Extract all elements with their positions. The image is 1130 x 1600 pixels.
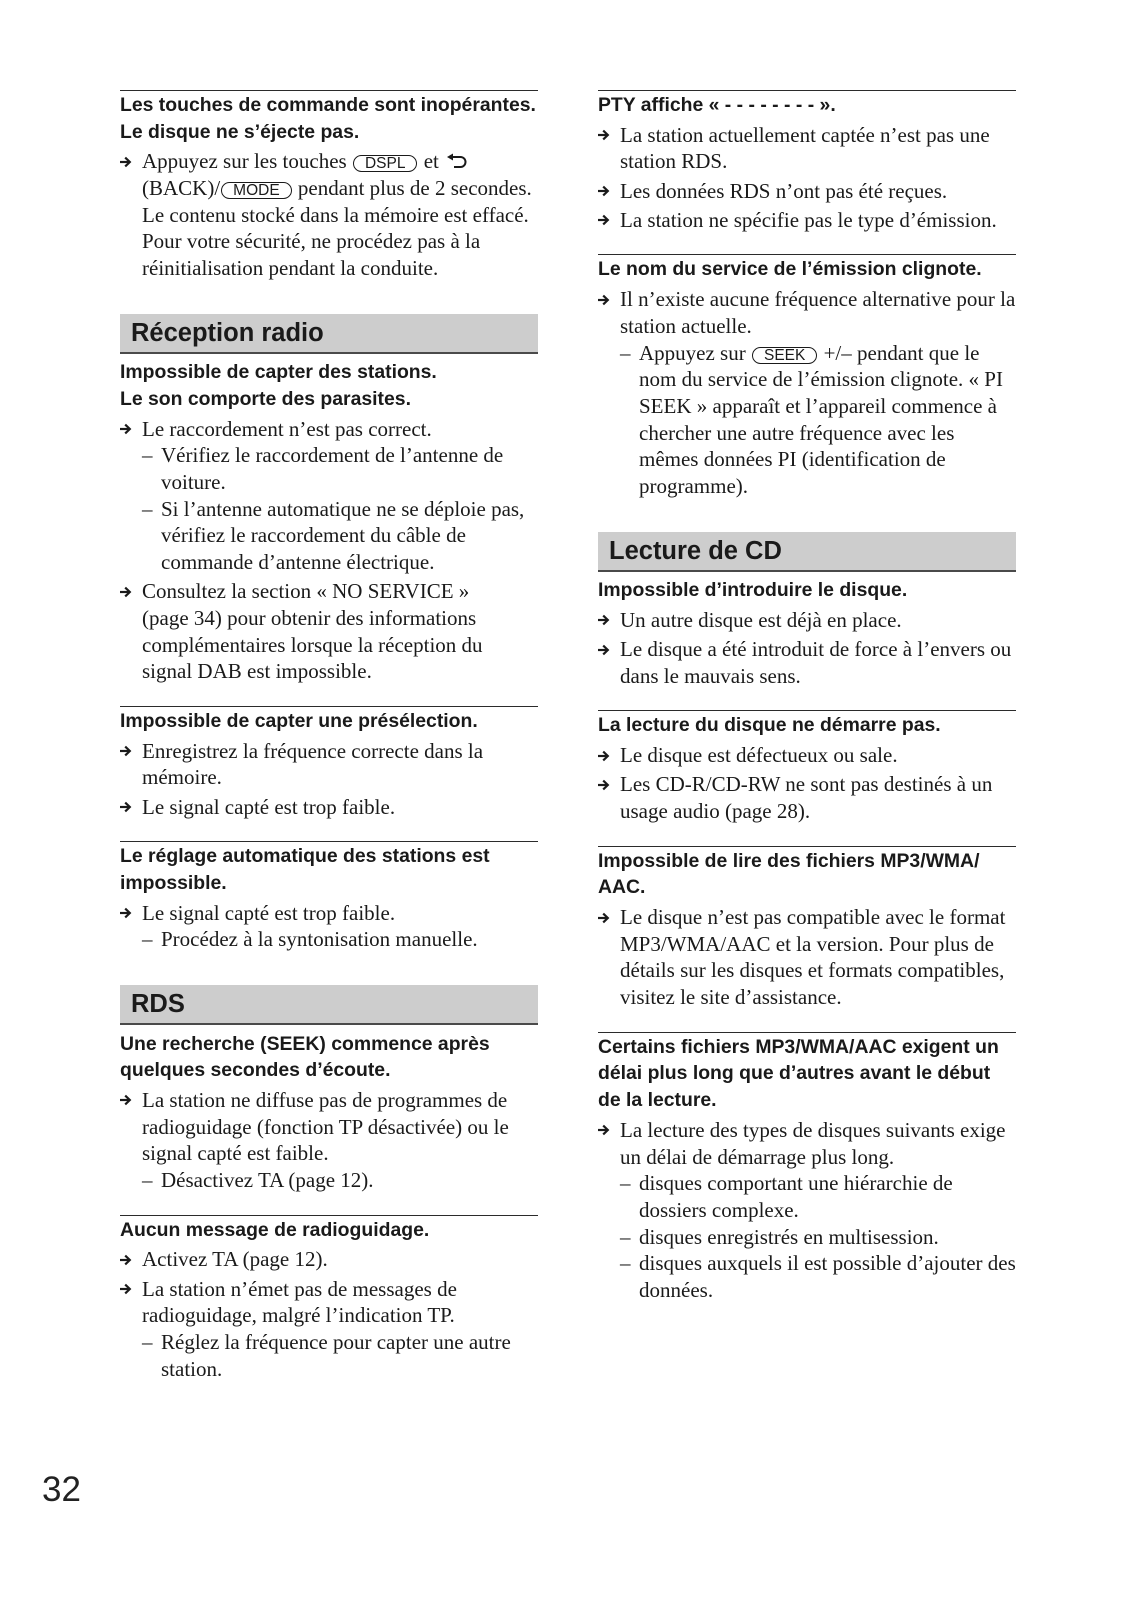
sub-step-item: [120, 1167, 538, 1194]
dash-bullet: –: [620, 1224, 631, 1249]
text-line: données.: [639, 1277, 714, 1302]
heading-line: Le réglage automatique des stations est: [120, 845, 490, 868]
sub-step-item: [598, 340, 1016, 500]
sub-step-item: [598, 1250, 1016, 1303]
arrow-right-icon: [120, 423, 132, 435]
text-line: un délai de démarrage plus long.: [620, 1144, 895, 1169]
text-line: usage audio (page 28).: [620, 798, 811, 823]
solution-item: [598, 178, 1016, 205]
text-line: Le signal capté est trop faible.: [142, 794, 396, 819]
text-line: [142, 148, 538, 175]
text-line: Les CD-R/CD-RW ne sont pas destinés à un: [620, 772, 993, 797]
text-line: Le raccordement n’est pas correct.: [142, 416, 432, 441]
text-line: Les données RDS n’ont pas été reçues.: [620, 178, 948, 203]
heading-line: Impossible de capter des stations.: [120, 361, 437, 384]
section-title: Réception radio: [131, 318, 324, 347]
text-line: La station ne diffuse pas de programmes de: [142, 1087, 508, 1112]
text-line: signal capté est faible.: [142, 1141, 329, 1166]
text-line: commande d’antenne électrique.: [161, 550, 435, 575]
troubleshooting-entry: [598, 577, 1016, 689]
problem-heading: [598, 92, 1016, 119]
sub-step-item: [120, 442, 538, 495]
dash-bullet: –: [142, 1329, 153, 1354]
text-line: Le signal capté est trop faible.: [142, 900, 396, 925]
sub-step-item: [120, 926, 538, 953]
troubleshooting-entry: [120, 359, 538, 685]
text-line: chercher une autre fréquence avec les: [639, 420, 955, 445]
solution-item: [598, 122, 1016, 175]
troubleshooting-entry: [598, 90, 1016, 233]
text-line: station.: [161, 1356, 223, 1381]
arrow-right-icon: [598, 750, 610, 762]
section-header: [120, 314, 538, 354]
heading-line: Impossible d’introduire le disque.: [598, 579, 908, 602]
solution-item: [120, 900, 538, 927]
solution-item: [598, 636, 1016, 689]
dash-bullet: –: [620, 1251, 631, 1276]
solution-item: [120, 578, 538, 685]
arrow-right-icon: [598, 214, 610, 226]
arrow-right-icon: [598, 614, 610, 626]
arrow-right-icon: [120, 801, 132, 813]
solution-item: [120, 1087, 538, 1167]
problem-heading: [598, 577, 1016, 604]
text-line: La station n’émet pas de messages de: [142, 1276, 457, 1301]
heading-line: Impossible de capter une présélection.: [120, 710, 478, 733]
arrow-right-icon: [120, 586, 132, 598]
arrow-right-icon: [598, 294, 610, 306]
problem-heading: [598, 1034, 1016, 1114]
text-line: Activez TA (page 12).: [142, 1247, 328, 1272]
solution-item: [598, 207, 1016, 234]
text-line: disques comportant une hiérarchie de: [639, 1171, 953, 1196]
heading-line: Le nom du service de l’émission clignote.: [598, 258, 982, 281]
solution-item: [120, 1246, 538, 1273]
solution-item: [598, 742, 1016, 769]
text-line: Un autre disque est déjà en place.: [620, 607, 902, 632]
heading-line: Impossible de lire des fichiers MP3/WMA/: [598, 849, 980, 872]
text-line: Le disque est défectueux ou sale.: [620, 743, 898, 768]
heading-line: Les touches de commande sont inopérantes.: [120, 94, 536, 116]
text-line: détails sur les disques et formats compatibles,: [620, 958, 1005, 983]
problem-heading: [598, 256, 1016, 283]
solution-item: [598, 904, 1016, 1011]
troubleshooting-entry: [120, 841, 538, 953]
dash-bullet: –: [142, 496, 153, 521]
text-line: Le contenu stocké dans la mémoire est effacé.: [142, 202, 529, 227]
section-title: Lecture de CD: [609, 536, 782, 565]
arrow-right-icon: [598, 779, 610, 791]
text-line: Pour votre sécurité, ne procédez pas à la: [142, 229, 481, 254]
text-line: MP3/WMA/AAC et la version. Pour plus de: [620, 931, 994, 956]
problem-heading: [598, 712, 1016, 739]
text-line: nom du service de l’émission clignote. « PI: [639, 367, 1003, 392]
solution-item: [120, 148, 538, 281]
arrow-right-icon: [120, 1283, 132, 1295]
problem-heading: [120, 1217, 538, 1244]
text-line: dans le mauvais sens.: [620, 663, 801, 688]
dash-bullet: –: [142, 443, 153, 468]
problem-heading: [598, 848, 1016, 901]
troubleshooting-entry: [120, 90, 538, 282]
text-segment: pendant plus de 2 secondes.: [292, 176, 532, 201]
text-line: [142, 175, 538, 202]
problem-heading: [120, 843, 538, 896]
text-line: La lecture des types de disques suivants exige: [620, 1117, 1006, 1142]
dspl-key-label: DSPL: [353, 155, 418, 172]
seek-key-label: SEEK: [752, 347, 817, 364]
troubleshooting-entry: [598, 846, 1016, 1011]
heading-line: AAC.: [598, 876, 646, 899]
text-line: disques auxquels il est possible d’ajouter des: [639, 1251, 1016, 1276]
troubleshooting-entry: [598, 710, 1016, 824]
arrow-right-icon: [120, 1094, 132, 1106]
text-line: SEEK » apparaît et l’appareil commence à: [639, 393, 998, 418]
text-line: visitez le site d’assistance.: [620, 985, 842, 1010]
text-line: dossiers complexe.: [639, 1197, 799, 1222]
text-line: radioguidage, malgré l’indication TP.: [142, 1303, 455, 1328]
text-line: Enregistrez la fréquence correcte dans la: [142, 738, 484, 763]
text-line: radioguidage (fonction TP désactivée) ou le: [142, 1114, 509, 1139]
text-segment: Appuyez sur les touches: [142, 149, 352, 174]
heading-line: impossible.: [120, 872, 227, 894]
text-line: Il n’existe aucune fréquence alternative pour la: [620, 287, 1016, 312]
heading-line: quelques secondes d’écoute.: [120, 1059, 391, 1082]
text-line: programme).: [639, 473, 749, 498]
heading-line: Le disque ne s’éjecte pas.: [120, 120, 360, 143]
text-segment: et: [418, 149, 445, 174]
dash-bullet: –: [142, 927, 153, 952]
heading-line: La lecture du disque ne démarre pas.: [598, 714, 941, 737]
text-line: La station ne spécifie pas le type d’émission.: [620, 207, 997, 232]
text-line: Le disque n’est pas compatible avec le format: [620, 905, 1006, 929]
dash-bullet: –: [620, 340, 631, 365]
arrow-right-icon: [598, 185, 610, 197]
text-line: La station actuellement captée n’est pas une: [620, 122, 990, 147]
text-segment: (BACK)/: [142, 176, 221, 201]
text-line: Procédez à la syntonisation manuelle.: [161, 927, 478, 952]
troubleshooting-entry: [120, 1031, 538, 1194]
page-number: 32: [42, 1470, 81, 1509]
dash-bullet: –: [142, 1168, 153, 1192]
left-column: [120, 90, 538, 1382]
arrow-right-icon: [120, 745, 132, 757]
text-line: mêmes données PI (identification de: [639, 447, 946, 472]
troubleshooting-entry: [598, 254, 1016, 499]
heading-line: délai plus long que d’autres avant le début: [598, 1062, 991, 1085]
arrow-right-icon: [598, 129, 610, 141]
solution-item: [120, 1276, 538, 1329]
solution-item: [120, 738, 538, 791]
problem-heading: [120, 359, 538, 412]
solution-item: [120, 794, 538, 821]
arrow-right-icon: [120, 907, 132, 919]
sub-step-item: [598, 1170, 1016, 1223]
dash-bullet: –: [620, 1171, 631, 1196]
heading-line: Certains fichiers MP3/WMA/AAC exigent un: [598, 1035, 999, 1058]
text-line: station actuelle.: [620, 313, 752, 338]
heading-line: PTY affiche « - - - - - - - - ».: [598, 94, 836, 116]
heading-line: Aucun message de radioguidage.: [120, 1218, 430, 1241]
text-line: Désactivez TA (page 12).: [161, 1168, 374, 1192]
back-arrow-icon: [446, 153, 468, 169]
text-line: Réglez la fréquence pour capter une autre: [161, 1329, 511, 1354]
text-segment: +/– pendant que le: [818, 340, 980, 365]
text-line: vérifiez le raccordement du câble de: [161, 523, 466, 548]
arrow-right-icon: [120, 1254, 132, 1266]
troubleshooting-entry: [598, 1032, 1016, 1304]
problem-heading: [120, 92, 538, 145]
arrow-right-icon: [598, 644, 610, 656]
solution-item: [598, 1117, 1016, 1170]
troubleshooting-entry: [120, 706, 538, 820]
mode-key-label: MODE: [221, 182, 292, 199]
text-line: [639, 340, 1016, 367]
sub-step-item: [120, 1329, 538, 1382]
problem-heading: [120, 1031, 538, 1084]
text-line: (page 34) pour obtenir des informations: [142, 606, 477, 630]
heading-line: de la lecture.: [598, 1089, 717, 1112]
heading-line: Une recherche (SEEK) commence après: [120, 1032, 490, 1055]
text-line: Le disque a été introduit de force à l’envers ou: [620, 637, 1012, 661]
arrow-right-icon: [598, 912, 610, 924]
sub-step-item: [598, 1224, 1016, 1251]
arrow-right-icon: [120, 156, 132, 168]
right-column: [598, 90, 1016, 1304]
heading-line: Le son comporte des parasites.: [120, 388, 411, 410]
text-line: complémentaires lorsque la réception du: [142, 632, 483, 657]
text-line: disques enregistrés en multisession.: [639, 1224, 939, 1249]
text-line: signal DAB est impossible.: [142, 659, 372, 684]
text-line: voiture.: [161, 470, 226, 495]
problem-heading: [120, 708, 538, 735]
solution-item: [598, 771, 1016, 824]
troubleshooting-entry: [120, 1215, 538, 1383]
solution-item: [598, 607, 1016, 634]
text-line: station RDS.: [620, 149, 728, 174]
arrow-right-icon: [598, 1124, 610, 1136]
text-line: mémoire.: [142, 765, 222, 790]
text-line: Vérifiez le raccordement de l’antenne de: [161, 443, 504, 468]
section-header: [120, 985, 538, 1025]
solution-item: [120, 416, 538, 443]
text-line: réinitialisation pendant la conduite.: [142, 256, 439, 281]
solution-item: [598, 286, 1016, 339]
section-header: [598, 532, 1016, 572]
text-segment: Appuyez sur: [639, 340, 751, 365]
sub-step-item: [120, 496, 538, 576]
text-line: Consultez la section « NO SERVICE »: [142, 579, 470, 604]
section-title: RDS: [131, 990, 185, 1019]
text-line: Si l’antenne automatique ne se déploie pas,: [161, 496, 525, 521]
